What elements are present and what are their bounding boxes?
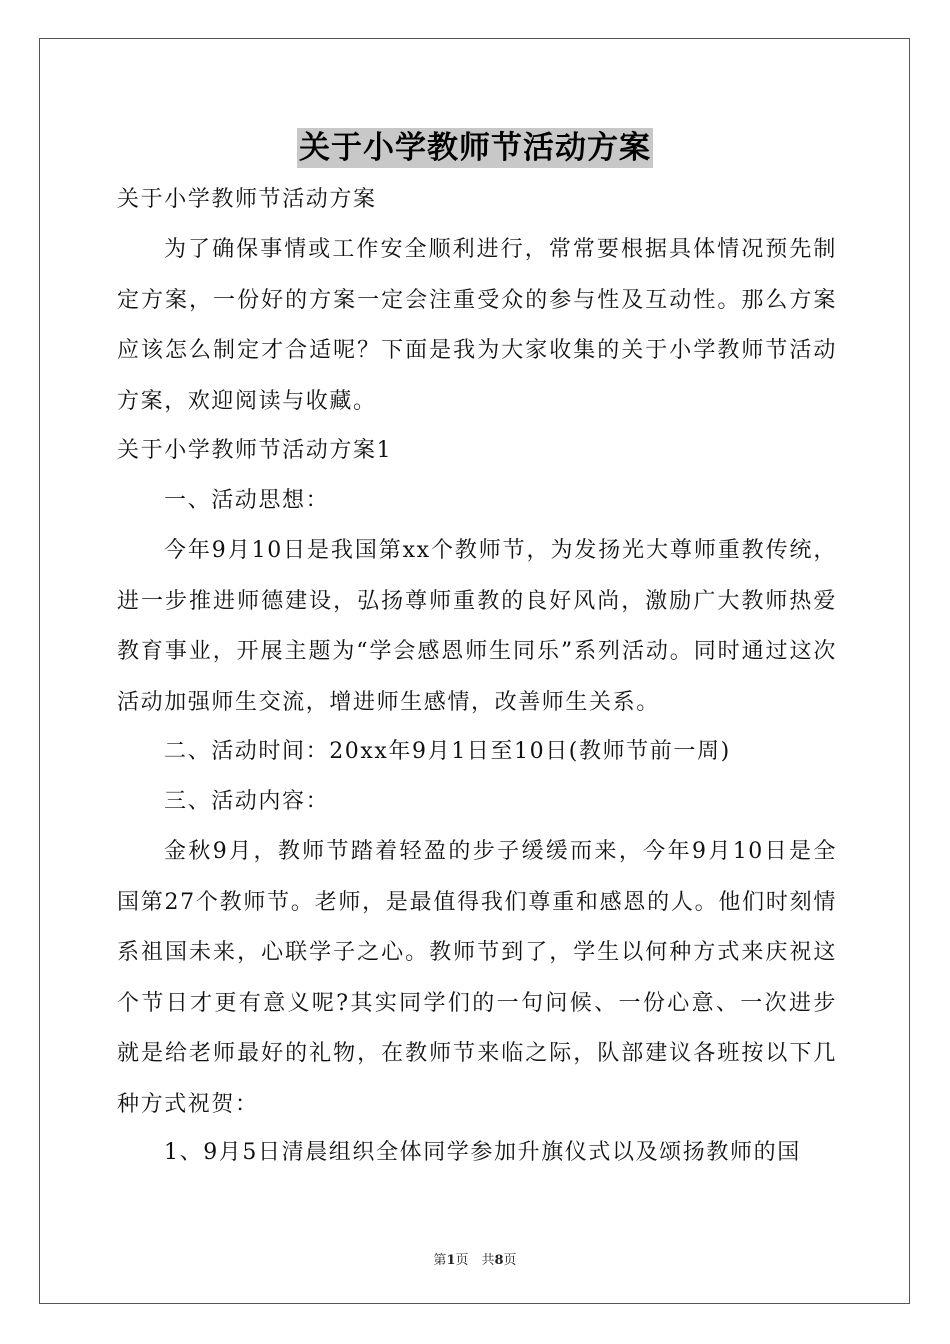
section-heading: 关于小学教师节活动方案1 — [117, 438, 393, 463]
footer-current-page: 1 — [446, 1253, 456, 1268]
list-item-1: 1、9月5日清晨组织全体同学参加升旗仪式以及颂扬教师的国 — [164, 1140, 801, 1165]
footer-prefix: 第 — [433, 1253, 447, 1268]
activity-content-heading: 三、活动内容： — [164, 789, 330, 814]
intro-paragraph: 为了确保事情或工作安全顺利进行，常常要根据具体情况预先制定方案，一份好的方案一定会注重受众的参与性及互动性。那么方案应该怎么制定才合适呢？下面是我为大家收集的关于小学教师节活动方案，欢迎阅读与收藏。 — [117, 237, 837, 414]
footer-total-pages: 8 — [494, 1253, 504, 1268]
subtitle-paragraph: 关于小学教师节活动方案 — [117, 187, 377, 212]
page-footer — [0, 1249, 950, 1268]
activity-idea-heading: 一、活动思想： — [164, 488, 330, 513]
title-container — [0, 128, 950, 168]
activity-content-paragraph: 金秋9月，教师节踏着轻盈的步子缓缓而来，今年9月10日是全国第27个教师节。老师，是最值得我们尊重和感恩的人。他们时刻情系祖国未来，心联学子之心。教师节到了，学生以何种方式来庆祝这个节日才更有意义呢?其实同学们的一句问候、一份心意、一次进步就是给老师最好的礼物，在教师节来临之际，队部建议各班按以下几种方式祝贺： — [117, 839, 837, 1117]
document-title: 关于小学教师节活动方案 — [299, 130, 651, 166]
activity-time-paragraph: 二、活动时间：20xx年9月1日至10日(教师节前一周) — [164, 739, 731, 764]
activity-idea-paragraph: 今年9月10日是我国第xx个教师节，为发扬光大尊师重教传统，进一步推进师德建设，弘扬尊师重教的良好风尚，激励广大教师热爱教育事业，开展主题为“学会感恩师生同乐”系列活动。同时通过这次活动加强师生交流，增进师生感情，改善师生关系。 — [117, 538, 837, 715]
footer-mid: 页 共 — [455, 1253, 495, 1268]
footer-suffix: 页 — [503, 1253, 517, 1268]
